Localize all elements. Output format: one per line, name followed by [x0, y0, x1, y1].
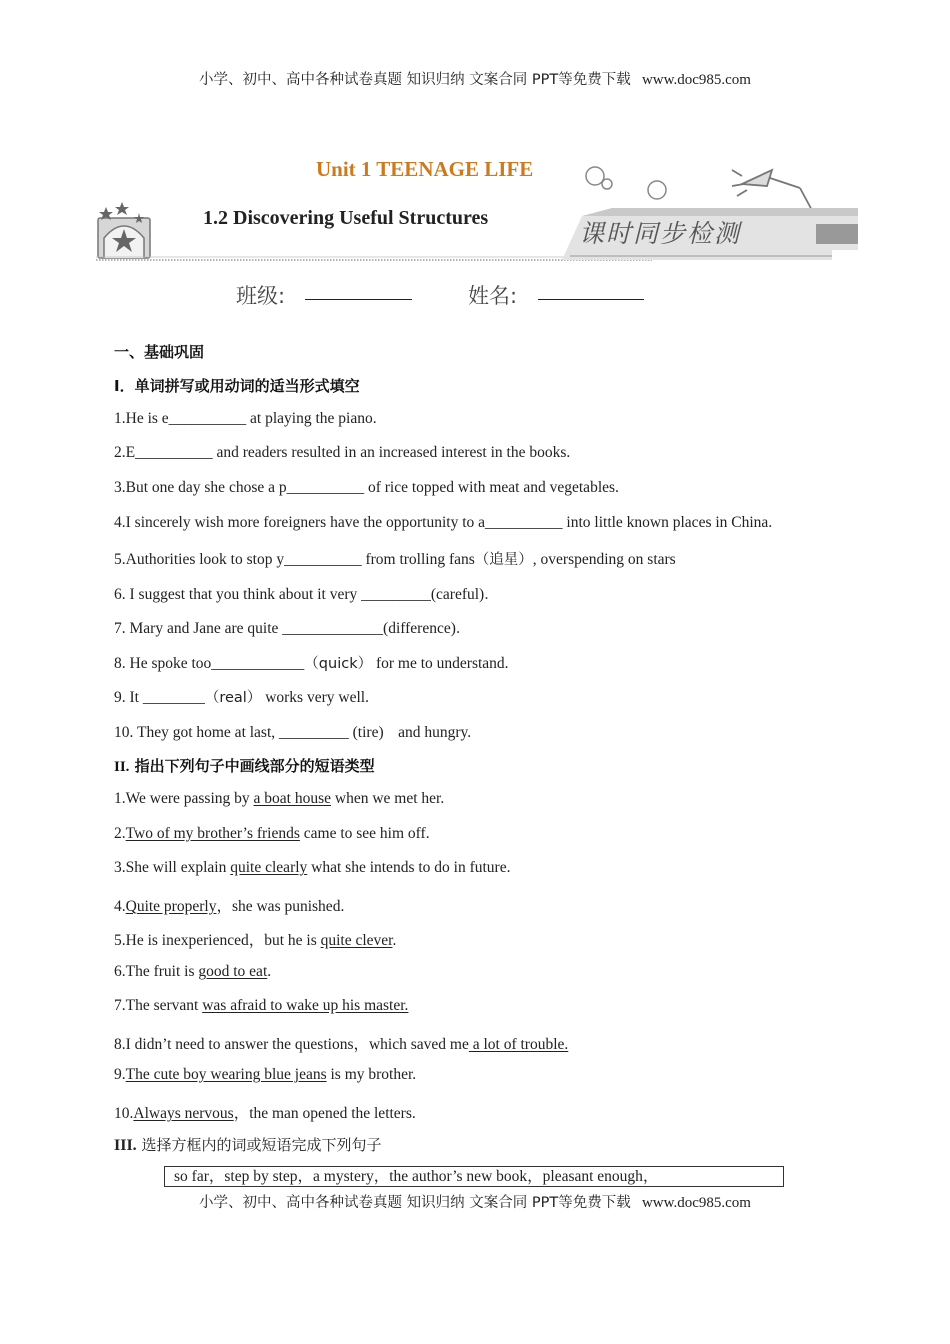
- q8-text-b: for me to understand.: [372, 655, 509, 672]
- s2-8-pre: 8.I didn’t need to answer the questions，which saved me: [114, 1036, 469, 1053]
- desk-lamp-icon: [732, 170, 814, 214]
- s2-10-pre: 10.: [114, 1105, 134, 1122]
- unit-title: Unit 1 TEENAGE LIFE: [316, 157, 534, 181]
- s2-5-pre: 5.He is inexperienced，but he is: [114, 932, 321, 949]
- s2-2-pre: 2.: [114, 825, 126, 842]
- s2-4-underlined: Quite properly: [125, 898, 217, 915]
- q8-text-cn: （quick）: [304, 656, 373, 672]
- s1-question-8: [114, 652, 509, 673]
- q8-text-a: 8. He spoke too____________: [114, 655, 305, 672]
- q5-text-cn: （追星）: [474, 552, 533, 568]
- s2-item-5: [114, 928, 396, 950]
- s2-6-post: .: [267, 963, 272, 980]
- s2-9-underlined: The cute boy wearing blue jeans: [125, 1066, 327, 1083]
- s2-3-pre: 3.She will explain: [114, 859, 231, 876]
- q6-text-a: 6. I suggest that you think about it very _________(careful): [114, 586, 485, 603]
- s2-item-9: [114, 1066, 416, 1084]
- q5-text-b: , overspending on stars: [532, 551, 676, 568]
- s1-question-7: [114, 617, 470, 638]
- s1-question-1: 1.He is e__________ at playing the piano.: [114, 410, 377, 427]
- footer-site-url: www.doc985.com: [641, 1195, 751, 1211]
- s2-10-underlined: Always nervous: [133, 1105, 234, 1122]
- q10-text-b: and hungry.: [398, 724, 472, 741]
- s2-4-post: ，she was punished.: [216, 898, 345, 915]
- s1-question-2: 2.E__________ and readers resulted in an increased interest in the books.: [114, 444, 571, 461]
- class-label: 班级:: [236, 284, 286, 308]
- s2-9-pre: 9.: [114, 1066, 126, 1083]
- s1-question-10: [114, 721, 471, 742]
- footer-site-line: [0, 1191, 950, 1212]
- s2-8-underlined: a lot of trouble.: [468, 1036, 569, 1053]
- q7-text-cn: ．: [455, 621, 471, 637]
- part-one-heading: 一、基础巩固: [114, 343, 205, 361]
- s2-item-4: [114, 894, 344, 916]
- s2-10-post: ，the man opened the letters.: [233, 1105, 416, 1122]
- section3-heading: [114, 1134, 381, 1155]
- s2-3-underlined: quite clearly: [230, 859, 308, 876]
- s2-2-underlined: Two of my brother’s friends: [125, 825, 300, 842]
- s2-6-pre: 6.The fruit is: [114, 963, 199, 980]
- section2-roman: II.: [114, 759, 130, 775]
- s2-1-post: when we met her.: [331, 790, 445, 807]
- s2-item-1: [114, 790, 444, 808]
- s2-item-3: [114, 859, 510, 877]
- q6-text-cn: ．: [484, 587, 499, 603]
- s2-3-post: what she intends to do in future.: [307, 859, 511, 876]
- s1-question-9: [114, 686, 369, 707]
- s2-1-pre: 1.We were passing by: [114, 790, 254, 807]
- s2-5-post: .: [392, 932, 397, 949]
- q10-text-a: 10. They got home at last, _________ (tire): [114, 724, 384, 741]
- q5-text-a: 5.Authorities look to stop y__________ from trolling fans: [114, 551, 475, 568]
- header-site-text: 小学、初中、高中各种试卷真题 知识归纳 文案合同 PPT等免费下载: [199, 72, 631, 88]
- section2-heading: [114, 755, 375, 776]
- q9-text-b: works very well.: [261, 689, 369, 706]
- s1-question-3: 3.But one day she chose a p__________ of rice topped with meat and vegetables.: [114, 479, 619, 496]
- q10-text-cn: [384, 725, 399, 741]
- s2-item-6: [114, 963, 271, 981]
- footer-site-text: 小学、初中、高中各种试卷真题 知识归纳 文案合同 PPT等免费下载: [199, 1195, 631, 1211]
- s2-9-post: is my brother.: [326, 1066, 417, 1083]
- banner-tag-text: 课时同步检测: [579, 219, 742, 248]
- s2-4-pre: 4.: [114, 898, 126, 915]
- class-field[interactable]: [305, 299, 412, 300]
- name-label: 姓名:: [468, 284, 518, 308]
- s2-6-underlined: good to eat: [198, 963, 268, 980]
- s2-2-post: came to see him off.: [299, 825, 430, 842]
- s2-item-7: [114, 997, 408, 1015]
- q9-text-cn: （real）: [204, 690, 262, 706]
- s2-item-8: [114, 1032, 568, 1054]
- s2-7-underlined: was afraid to wake up his master.: [202, 997, 409, 1014]
- s2-5-underlined: quite clever: [320, 932, 393, 949]
- section2-title: 指出下列句子中画线部分的短语类型: [129, 757, 375, 775]
- s2-7-pre: 7.The servant: [114, 997, 203, 1014]
- bubbles-icon: [586, 167, 666, 199]
- s1-question-4: 4.I sincerely wish more foreigners have the opportunity to a__________ into little known places in China.: [114, 514, 773, 531]
- name-field[interactable]: [538, 299, 644, 300]
- section3-title: 选择方框内的词或短语完成下列句子: [136, 1136, 382, 1154]
- q7-text-a: 7. Mary and Jane are quite _____________(difference): [114, 620, 456, 637]
- word-box: so far，step by step，a mystery，the author’s new book，pleasant enough，: [164, 1166, 784, 1187]
- s1-question-6: [114, 583, 499, 604]
- s2-item-10: [114, 1101, 416, 1123]
- section1-heading: I．单词拼写或用动词的适当形式填空: [114, 377, 360, 395]
- header-site-url: www.doc985.com: [641, 72, 751, 88]
- star-badge-icon: [98, 202, 150, 258]
- lesson-title: 1.2 Discovering Useful Structures: [203, 207, 489, 229]
- s2-item-2: [114, 825, 430, 843]
- header-site-line: [0, 68, 950, 89]
- q9-text-a: 9. It ________: [114, 689, 205, 706]
- section3-roman: III.: [114, 1137, 137, 1154]
- s1-question-5: [114, 548, 676, 569]
- s2-1-underlined: a boat house: [253, 790, 331, 807]
